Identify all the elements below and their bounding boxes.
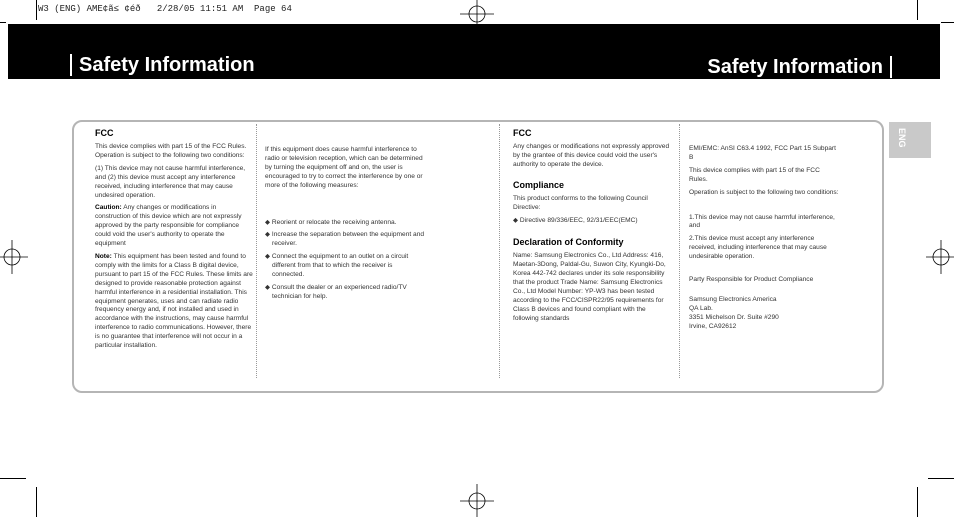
column-divider [679,124,680,378]
crop-mark [0,478,26,479]
paragraph: If this equipment does cause harmful interference to radio or television reception, which can be determined by turning the equipment off and on, the user is encouraged to try to correct the interference by one or more of the following measures: [265,146,423,189]
paragraph: Any changes or modifications not expressly approved by the grantee of this device could void the user's authority to operate the device. [513,143,670,168]
bullet-item: ◆ Reorient or relocate the receiving antenna. [265,218,397,226]
address-line: QA Lab. [689,304,713,312]
crop-mark [928,478,954,479]
caution-label: Caution: [95,204,122,212]
paragraph: 1.This device may not cause harmful interference, and [689,213,835,230]
note-label: Note: [95,252,112,260]
paragraph: Operation is subject to the following two conditions: [689,188,839,196]
language-tab [889,122,931,158]
directive-item: ◆ Directive 89/336/EEC, 92/31/EEC(EMC) [513,216,638,224]
crop-mark [36,487,37,517]
column-divider [256,124,257,378]
bullet-item: ◆ Increase the separation between the equipment and receiver. [265,231,425,248]
paragraph: (1) This device may not cause harmful interference, and (2) this device must accept any interference received, including interference that may cause undesired operation. [95,164,246,199]
paragraph: Party Responsible for Product Compliance [689,276,814,284]
section-heading: FCC [95,128,114,138]
bullet-item: ◆ Consult the dealer or an experienced radio/TV technician for help. [265,283,407,300]
registration-mark-left [0,240,28,274]
column-compliance [513,128,673,328]
paragraph: This product conforms to the following Council Directive: [513,194,648,211]
address-block [689,296,839,332]
column-divider [499,124,500,378]
section-heading: Declaration of Conformity [513,237,624,248]
registration-mark-bottom [460,484,494,517]
crop-mark [941,22,954,23]
paragraph: Name: Samsung Electronics Co., Ltd Address: 416, Maetan-3Dong, Paldal-Gu, Suwon City, Kyungki-Do, Korea 442-742 declares under its sole responsibility that the product Trade Name: Samsung Electronics Co., Ltd Model Number: YP-W3 has been tested according to the FCC/CISPR22/95 requirements for Class B devices and found compliant with the following standards [513,252,666,322]
section-heading: FCC [513,128,532,138]
page-title-right: Safety Information [707,56,892,78]
paragraph: EMI/EMC: AnSI C63.4 1992, FCC Part 15 Subpart B [689,145,836,161]
crop-mark [36,0,37,20]
paragraph: This device complies with part 15 of the FCC Rules. Operation is subject to the following two conditions: [95,143,247,159]
address-line: Samsung Electronics America [689,295,777,303]
crop-mark [917,487,918,517]
paragraph: 2.This device must accept any interference received, including interference that may cause undesirable operation. [689,235,827,261]
language-tab-label: ENG [897,128,907,148]
caution-paragraph [95,204,253,249]
print-slug: W3 (ENG) AME¢ã≤ ¢éð 2/28/05 11:51 AM Page 64 [38,4,292,14]
column-interference [265,146,425,306]
section-heading: Compliance [513,179,565,190]
crop-mark [0,22,6,23]
address-line: Irvine, CA92612 [689,322,737,330]
column-standards [689,145,839,336]
note-paragraph [95,253,253,351]
crop-mark [917,0,918,20]
caution-text: Any changes or modifications in construction of this device which are not expressly approved by the party responsible for compliance could void the user's authority to operate the equipment [95,204,242,248]
registration-mark-right [926,240,954,274]
note-text: This equipment has been tested and found to comply with the limits for a Class B digital device, pursuant to part 15 of the FCC Rules. These limits are designed to provide reasonable protection against harmful interference in a residential installation. This equipment generates, uses and can radiate radio frequency energy and, if not installed and used in accordance with the instructions, may cause harmful interference to radio communications. However, there is no guarantee that interference will not occur in a particular installation. [95,252,253,350]
column-fcc-rules [95,128,253,355]
page-title-left: Safety Information [70,54,255,76]
address-line: 3351 Michelson Dr. Suite #290 [689,313,779,321]
paragraph: This device complies with part 15 of the FCC Rules. [689,166,820,183]
bullet-item: ◆ Connect the equipment to an outlet on a circuit different from that to which the receiver is connected. [265,253,409,279]
